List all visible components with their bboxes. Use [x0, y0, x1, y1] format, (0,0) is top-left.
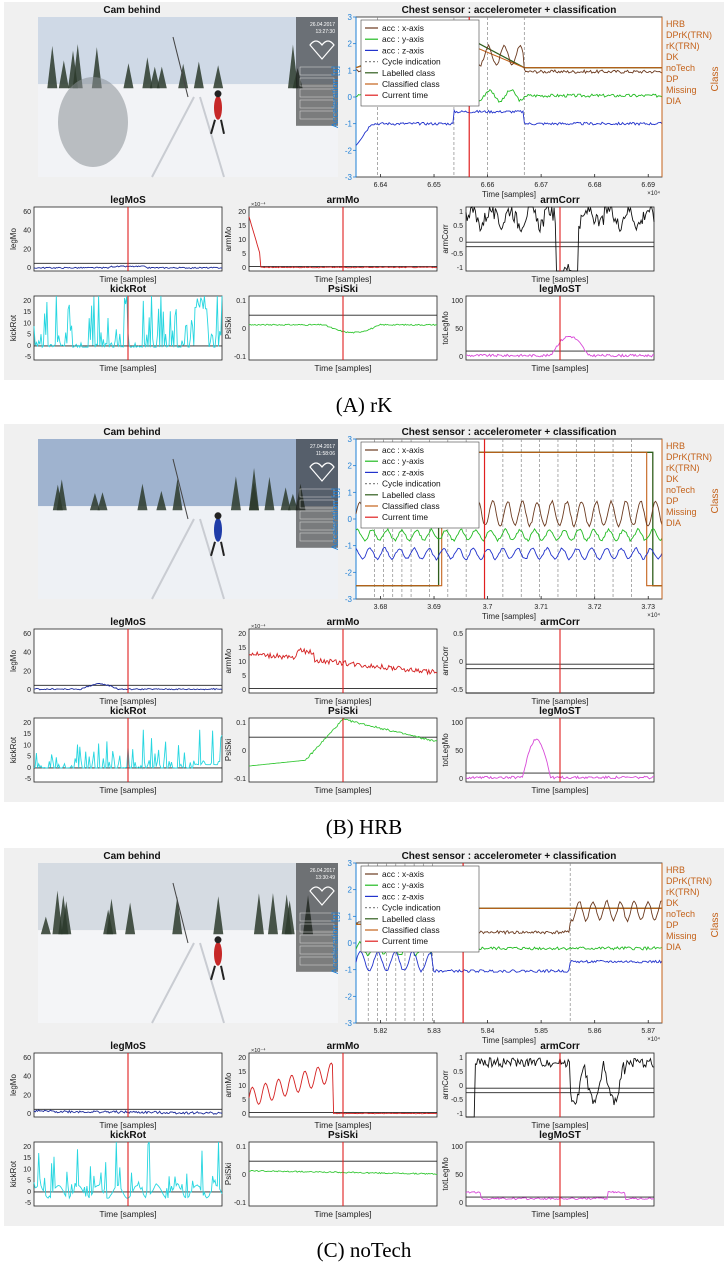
chest-y2label: Class [710, 66, 721, 92]
cam-lens-smudge [58, 77, 128, 167]
subplot-ylabel: armMo [224, 648, 233, 674]
chest-title: Chest sensor : accelerometer + classification [401, 851, 617, 862]
cam-title: Cam behind [103, 851, 161, 862]
class-label: HRB [666, 441, 686, 451]
subplot-ylabel: armCorr [441, 1070, 450, 1100]
subplot-kickRot [9, 284, 222, 373]
chest-xtick-label: 5.84 [480, 1028, 495, 1035]
chest-ylabel: Acceleration [g] [330, 65, 340, 129]
class-label: DP [666, 74, 679, 84]
subplot-ylabel: armMo [224, 1072, 233, 1098]
subplot-armMo [224, 1041, 437, 1130]
class-label: DIA [666, 96, 682, 106]
chest-xtick-label: 6.69 [641, 182, 656, 189]
chest-ytick-label: -2 [344, 568, 352, 578]
subplot-ytick-label: 0 [459, 776, 463, 783]
legend-entry: Current time [382, 512, 429, 523]
subplot-ytick-label: -5 [24, 354, 31, 361]
chest-xtick-label: 6.64 [373, 182, 388, 189]
subplot-ytick-label: 15 [238, 1069, 246, 1076]
subplot-ytick-label: 0 [459, 354, 463, 361]
subplot-ytick-label: 0 [27, 1188, 31, 1196]
subplot-ytick-label: 10 [238, 237, 246, 244]
subplot-title: PsiSki [327, 706, 359, 717]
chest-xlabel: Time [samples] [482, 190, 536, 199]
figure-panel-a [4, 2, 724, 380]
subplot-ytick-label: 1 [459, 1055, 463, 1062]
subplot-ytick-label: 60 [23, 631, 31, 638]
class-label: DP [666, 496, 679, 506]
subplot-title: PsiSki [327, 1130, 359, 1141]
chest-ytick-label: 3 [347, 435, 352, 444]
chest-x-exponent: ×10⁴ [647, 613, 660, 619]
legend-entry: acc : z-axis [382, 45, 424, 56]
subplot-ytick-label: -1 [456, 265, 463, 272]
legend-entry: acc : x-axis [382, 23, 424, 33]
subplot-legMoS [9, 617, 222, 706]
chest-legend [361, 442, 479, 528]
subplot-ytick-label: 0.1 [236, 720, 246, 727]
subplot-ytick-label: -0.1 [233, 354, 246, 361]
subplot-ytick-label: 0 [459, 237, 463, 244]
subplot-ytick-label: 0 [459, 659, 463, 666]
legend-entry: Classified class [382, 925, 440, 935]
subplot-ytick-label: 5 [27, 753, 31, 761]
cam-sky [38, 863, 338, 930]
subplot-ytick-label: -5 [24, 776, 31, 783]
subplot-ytick-label: 0.5 [453, 223, 463, 230]
subplot-ytick-label: 1 [459, 209, 463, 216]
class-label: rK(TRN) [666, 41, 700, 51]
chest-title: Chest sensor : accelerometer + classification [401, 5, 617, 16]
subplot-ytick-label: 0 [242, 687, 246, 694]
chest-xtick-label: 6.68 [587, 182, 602, 189]
subplot-kickRot [9, 706, 222, 795]
subplot-title: kickRot [109, 706, 147, 717]
subplot-ytick-label: -0.5 [450, 687, 463, 694]
chest-xtick-label: 6.66 [480, 182, 495, 189]
chest-ylabel: Acceleration [g] [330, 911, 340, 975]
legend-entry: acc : y-axis [382, 34, 424, 45]
cam-time: 11:58:06 [315, 451, 335, 457]
chest-xtick-label: 6.67 [534, 182, 548, 189]
chest-title: Chest sensor : accelerometer + classification [401, 427, 617, 438]
subplot-ytick-label: 20 [23, 720, 31, 727]
chest-ytick-label: 0 [347, 939, 352, 948]
chest-xtick-label: 5.86 [587, 1028, 602, 1035]
subplot-ytick-label: 5 [27, 331, 31, 339]
subplot-xlabel: Time [samples] [99, 1120, 157, 1130]
legend-entry: acc : y-axis [382, 456, 424, 467]
subplot-title: armMo [326, 1041, 360, 1052]
cam-skier-body [214, 96, 222, 120]
chest-xlabel: Time [samples] [482, 612, 536, 621]
subplot-title: armCorr [540, 617, 580, 628]
subplot-xlabel: Time [samples] [314, 1209, 372, 1219]
class-label: rK(TRN) [666, 463, 700, 473]
chest-ytick-label: 2 [347, 885, 352, 895]
figure-svg-a [4, 2, 724, 380]
class-label: DP [666, 920, 679, 930]
subplot-ytick-label: 10 [238, 1083, 246, 1090]
class-label: Missing [666, 507, 697, 517]
subplot-armCorr [441, 1041, 654, 1130]
caption-a: (A) rK [335, 393, 393, 417]
caption-b: (B) HRB [325, 815, 403, 839]
subplot-armMo [224, 617, 437, 706]
subplot-ylabel: totLegMo [441, 311, 450, 345]
chest-xtick-label: 6.65 [427, 182, 441, 189]
subplot-ytick-label: 0 [459, 1083, 463, 1090]
subplot-ytick-label: 10 [23, 742, 31, 750]
subplot-ytick-label: 20 [238, 631, 246, 638]
chest-ytick-label: 1 [347, 912, 352, 922]
subplot-ytick-label: 0.1 [236, 298, 246, 305]
chest-ytick-label: -2 [344, 992, 352, 1002]
chest-ytick-label: 3 [347, 859, 352, 868]
subplot-title: armCorr [540, 195, 580, 206]
subplot-xlabel: Time [samples] [531, 363, 589, 373]
subplot-armMo [224, 195, 437, 284]
class-label: DIA [666, 942, 682, 952]
subplot-ytick-label: 50 [455, 748, 463, 755]
subplot-title: legMoST [539, 1130, 581, 1141]
subplot-ytick-label: 0 [459, 1200, 463, 1207]
legend-entry: Cycle indication [382, 902, 441, 913]
subplot-ytick-label: -0.5 [450, 1097, 463, 1104]
subplot-PsiSki [224, 1130, 437, 1219]
chest-ytick-label: -1 [344, 119, 352, 129]
chest-xtick-label: 3.69 [427, 604, 441, 611]
class-label: noTech [666, 909, 696, 919]
class-label: noTech [666, 485, 696, 495]
subplot-xlabel: Time [samples] [99, 363, 157, 373]
subplot-ytick-label: 0 [27, 342, 31, 350]
caption-c: (C) noTech [316, 1238, 412, 1262]
cam-time: 13:27:30 [315, 29, 335, 35]
subplot-ylabel: armMo [224, 226, 233, 252]
subplot-xlabel: Time [samples] [314, 1120, 372, 1130]
subplot-xlabel: Time [samples] [531, 696, 589, 706]
subplot-ylabel: PsiSki [224, 738, 233, 762]
chest-xtick-label: 5.82 [373, 1028, 388, 1035]
subplot-ytick-label: 0 [27, 265, 31, 272]
subplot-xlabel: Time [samples] [531, 274, 589, 284]
legend-entry: acc : y-axis [382, 880, 424, 891]
subplot-legMoS [9, 195, 222, 284]
subplot-ytick-label: 20 [238, 1055, 246, 1062]
subplot-ytick-label: 0.1 [236, 1144, 246, 1151]
subplot-xlabel: Time [samples] [99, 274, 157, 284]
chest-ytick-label: -3 [344, 173, 352, 182]
chest-xtick-label: 3.68 [373, 604, 388, 611]
chest-x-exponent: ×10⁴ [647, 1037, 660, 1043]
chest-ytick-label: -3 [344, 1019, 352, 1028]
subplot-ytick-label: 20 [23, 246, 31, 254]
subplot-title: armMo [326, 617, 360, 628]
subplot-ytick-label: 15 [238, 645, 246, 652]
legend-entry: Labelled class [382, 67, 436, 78]
subplot-title: legMoS [110, 1041, 146, 1052]
subplot-ytick-label: -5 [24, 1200, 31, 1207]
subplot-armCorr [441, 195, 654, 284]
class-label: DPrK(TRN) [666, 452, 712, 462]
subplot-ylabel: legMo [9, 650, 18, 672]
subplot-ytick-label: 5 [27, 1177, 31, 1185]
subplot-title: kickRot [109, 284, 147, 295]
cam-title: Cam behind [103, 5, 161, 16]
subplot-ytick-label: 100 [451, 720, 463, 727]
subplot-ytick-label: 20 [23, 668, 31, 676]
legend-entry: Labelled class [382, 489, 436, 500]
cam-time: 13:30:49 [315, 875, 335, 881]
figure-panel-b [4, 424, 724, 802]
subplot-ylabel: legMo [9, 228, 18, 250]
figure-svg-b [4, 424, 724, 802]
subplot-PsiSki [224, 706, 437, 795]
subplot-ytick-label: -1 [456, 1111, 463, 1118]
subplot-ytick-label: 0 [27, 687, 31, 694]
subplot-exponent: ×10⁻⁴ [251, 624, 266, 630]
legend-entry: Current time [382, 90, 429, 101]
subplot-xlabel: Time [samples] [314, 785, 372, 795]
cam-skier-body [214, 518, 222, 542]
chest-xtick-label: 3.71 [534, 604, 548, 611]
subplot-ytick-label: 50 [455, 1172, 463, 1179]
subplot-title: armMo [326, 195, 360, 206]
chest-x-exponent: ×10⁴ [647, 191, 660, 197]
chest-ytick-label: -1 [344, 541, 352, 551]
subplot-xlabel: Time [samples] [99, 785, 157, 795]
subplot-ytick-label: 0 [27, 764, 31, 772]
subplot-ytick-label: 0.5 [453, 631, 463, 638]
class-label: HRB [666, 865, 686, 875]
legend-entry: Cycle indication [382, 478, 441, 489]
class-label: rK(TRN) [666, 887, 700, 897]
cam-date: 26.04.2017 [309, 868, 335, 874]
subplot-ytick-label: 50 [455, 326, 463, 333]
subplot-title: legMoST [539, 284, 581, 295]
subplot-ytick-label: 100 [451, 298, 463, 305]
chest-xtick-label: 5.85 [534, 1028, 548, 1035]
subplot-ytick-label: 15 [23, 731, 31, 739]
chest-ytick-label: 0 [347, 515, 352, 524]
subplot-ylabel: kickRot [9, 314, 18, 342]
subplot-xlabel: Time [samples] [531, 1209, 589, 1219]
chest-ylabel: Acceleration [g] [330, 487, 340, 551]
chest-ytick-label: -1 [344, 965, 352, 975]
subplot-ytick-label: 60 [23, 1055, 31, 1062]
chest-ytick-label: -3 [344, 595, 352, 604]
subplot-xlabel: Time [samples] [531, 785, 589, 795]
subplot-ytick-label: 10 [23, 320, 31, 328]
subplot-ytick-label: 0 [242, 326, 246, 333]
subplot-xlabel: Time [samples] [531, 1120, 589, 1130]
legend-entry: acc : x-axis [382, 869, 424, 879]
subplot-legMoST [441, 706, 654, 795]
legend-entry: Current time [382, 936, 429, 947]
subplot-xlabel: Time [samples] [314, 363, 372, 373]
subplot-ytick-label: 100 [451, 1144, 463, 1151]
chest-ytick-label: 2 [347, 39, 352, 49]
cam-date: 26.04.2017 [309, 22, 335, 28]
subplot-ytick-label: 40 [23, 227, 31, 235]
chest-ytick-label: 1 [347, 488, 352, 498]
chest-xlabel: Time [samples] [482, 1036, 536, 1045]
subplot-ytick-label: -0.1 [233, 776, 246, 783]
chest-y2label: Class [710, 488, 721, 514]
subplot-ylabel: kickRot [9, 736, 18, 764]
figure-panel-c [4, 848, 724, 1226]
legend-entry: Classified class [382, 501, 440, 511]
cam-skier-body [214, 942, 222, 966]
class-label: Missing [666, 931, 697, 941]
figure-svg-c [4, 848, 724, 1226]
class-label: DK [666, 474, 679, 484]
subplot-ylabel: armCorr [441, 224, 450, 254]
subplot-legMoST [441, 1130, 654, 1219]
subplot-kickRot [9, 1130, 222, 1219]
legend-entry: Labelled class [382, 913, 436, 924]
subplot-ytick-label: 20 [23, 1144, 31, 1151]
chest-xtick-label: 3.72 [587, 604, 602, 611]
class-label: Missing [666, 85, 697, 95]
legend-entry: Cycle indication [382, 56, 441, 67]
subplot-exponent: ×10⁻⁴ [251, 202, 266, 208]
subplot-ytick-label: 0 [242, 748, 246, 755]
chest-legend [361, 866, 479, 952]
cam-title: Cam behind [103, 427, 161, 438]
subplot-ytick-label: 15 [23, 1155, 31, 1163]
cam-skier-head [215, 936, 222, 943]
chest-y2label: Class [710, 912, 721, 938]
subplot-ytick-label: 40 [23, 649, 31, 657]
cam-skier-head [215, 90, 222, 97]
subplot-ytick-label: 40 [23, 1073, 31, 1081]
class-label: DPrK(TRN) [666, 876, 712, 886]
subplot-ytick-label: 0 [242, 265, 246, 272]
subplot-PsiSki [224, 284, 437, 373]
subplot-xlabel: Time [samples] [314, 696, 372, 706]
subplot-ytick-label: 20 [23, 1092, 31, 1100]
cam-ground [38, 506, 338, 599]
cam-skier-head [215, 512, 222, 519]
subplot-ytick-label: 0.5 [453, 1069, 463, 1076]
subplot-ytick-label: 0 [242, 1172, 246, 1179]
chest-ytick-label: 3 [347, 13, 352, 22]
class-label: DIA [666, 518, 682, 528]
subplot-title: legMoS [110, 617, 146, 628]
chest-ytick-label: 0 [347, 93, 352, 102]
subplot-ytick-label: 5 [242, 251, 246, 258]
chest-ytick-label: 1 [347, 66, 352, 76]
legend-entry: acc : z-axis [382, 467, 424, 478]
chest-ytick-label: -2 [344, 146, 352, 156]
class-label: DPrK(TRN) [666, 30, 712, 40]
subplot-ytick-label: 60 [23, 209, 31, 216]
subplot-armCorr [441, 617, 654, 706]
class-label: DK [666, 52, 679, 62]
cam-ground [38, 930, 338, 1023]
legend-entry: acc : x-axis [382, 445, 424, 455]
subplot-title: PsiSki [327, 284, 359, 295]
subplot-ylabel: PsiSki [224, 1162, 233, 1186]
class-label: HRB [666, 19, 686, 29]
subplot-title: armCorr [540, 1041, 580, 1052]
subplot-ylabel: armCorr [441, 646, 450, 676]
chest-xtick-label: 3.73 [641, 604, 656, 611]
subplot-ylabel: totLegMo [441, 733, 450, 767]
subplot-ylabel: legMo [9, 1074, 18, 1096]
subplot-ytick-label: -0.5 [450, 251, 463, 258]
subplot-ytick-label: 15 [23, 309, 31, 317]
subplot-ytick-label: 20 [238, 209, 246, 216]
subplot-legMoS [9, 1041, 222, 1130]
subplot-legMoST [441, 284, 654, 373]
subplot-xlabel: Time [samples] [99, 696, 157, 706]
legend-entry: acc : z-axis [382, 891, 424, 902]
class-label: noTech [666, 63, 696, 73]
chest-xtick-label: 5.87 [641, 1028, 656, 1035]
subplot-ytick-label: 10 [238, 659, 246, 666]
subplot-title: legMoS [110, 195, 146, 206]
subplot-xlabel: Time [samples] [99, 1209, 157, 1219]
subplot-ytick-label: 20 [23, 298, 31, 305]
legend-entry: Classified class [382, 79, 440, 89]
subplot-ylabel: kickRot [9, 1160, 18, 1188]
chest-ytick-label: 2 [347, 461, 352, 471]
class-label: DK [666, 898, 679, 908]
subplot-ytick-label: 0 [242, 1111, 246, 1118]
subplot-ylabel: totLegMo [441, 1157, 450, 1191]
chest-xtick-label: 5.83 [427, 1028, 441, 1035]
subplot-ytick-label: 5 [242, 1097, 246, 1104]
subplot-exponent: ×10⁻⁴ [251, 1048, 266, 1054]
subplot-ytick-label: 10 [23, 1166, 31, 1174]
subplot-ytick-label: 0 [27, 1111, 31, 1118]
chest-legend [361, 20, 479, 106]
chest-xtick-label: 3.7 [482, 604, 493, 611]
cam-date: 27.04.2017 [309, 444, 335, 450]
subplot-ytick-label: 15 [238, 223, 246, 230]
subplot-title: legMoST [539, 706, 581, 717]
subplot-ylabel: PsiSki [224, 316, 233, 340]
subplot-xlabel: Time [samples] [314, 274, 372, 284]
subplot-ytick-label: 5 [242, 673, 246, 680]
subplot-title: kickRot [109, 1130, 147, 1141]
subplot-ytick-label: -0.1 [233, 1200, 246, 1207]
